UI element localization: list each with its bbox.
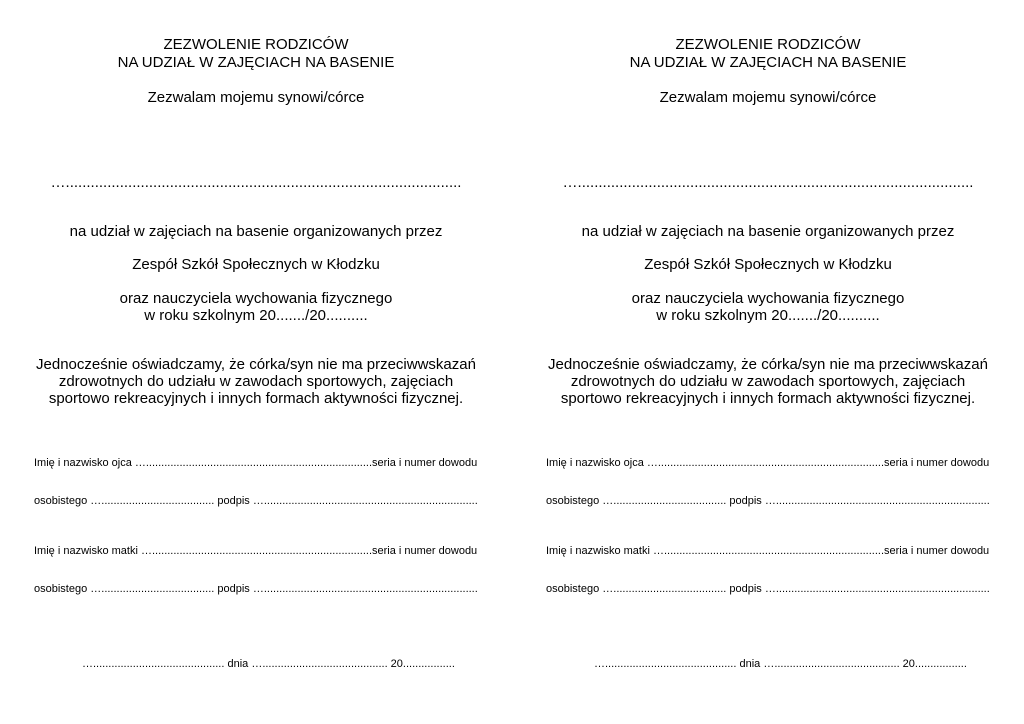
teacher-text: oraz nauczyciela wychowania fizycznego — [631, 290, 905, 307]
declaration-line-1: Jednocześnie oświadczamy, że córka/syn nie ma przeciwwskazań — [36, 356, 476, 373]
child-name-line: …............................................................................................... — [562, 174, 974, 191]
school-year-line: w roku szkolnym 20......./20.......... — [656, 307, 880, 324]
consent-form-right — [512, 0, 1024, 724]
father-name-line: Imię i nazwisko ojca …..........................................................................seria i numer dowodu — [546, 457, 990, 469]
declaration-line-3: sportowo rekreacyjnych i innych formach aktywności fizycznej. — [560, 390, 976, 407]
declaration-line-2: zdrowotnych do udziału w zawodach sportowych, zajęciach — [570, 373, 966, 390]
child-name-line: …............................................................................................... — [50, 174, 462, 191]
mother-name-line: Imię i nazwisko matki …........................................................................seria i numer dowodu — [34, 545, 478, 557]
form-title-line-1: ZEZWOLENIE RODZICÓW — [675, 36, 861, 53]
mother-name-line: Imię i nazwisko matki …........................................................................seria i numer dowodu — [546, 545, 990, 557]
school-year-line: w roku szkolnym 20......./20.......... — [144, 307, 368, 324]
father-id-signature-line: osobistego …..................................... podpis …...................................................................... — [34, 495, 478, 507]
place-date-line: …........................................... dnia …......................................... 20................. — [82, 658, 455, 670]
teacher-text: oraz nauczyciela wychowania fizycznego — [119, 290, 393, 307]
mother-id-signature-line: osobistego …..................................... podpis …...................................................................... — [546, 583, 990, 595]
mother-id-signature-line: osobistego …..................................... podpis …...................................................................... — [34, 583, 478, 595]
participation-text: na udział w zajęciach na basenie organizowanych przez — [69, 223, 443, 240]
declaration-line-1: Jednocześnie oświadczamy, że córka/syn nie ma przeciwwskazań — [548, 356, 988, 373]
form-title-line-2: NA UDZIAŁ W ZAJĘCIACH NA BASENIE — [117, 54, 395, 71]
father-name-line: Imię i nazwisko ojca …..........................................................................seria i numer dowodu — [34, 457, 478, 469]
place-date-line: …........................................... dnia …......................................... 20................. — [594, 658, 967, 670]
form-title-line-1: ZEZWOLENIE RODZICÓW — [163, 36, 349, 53]
declaration-line-2: zdrowotnych do udziału w zawodach sportowych, zajęciach — [58, 373, 454, 390]
form-title-line-2: NA UDZIAŁ W ZAJĘCIACH NA BASENIE — [629, 54, 907, 71]
consent-text: Zezwalam mojemu synowi/córce — [147, 89, 365, 106]
consent-text: Zezwalam mojemu synowi/córce — [659, 89, 877, 106]
father-id-signature-line: osobistego …..................................... podpis …...................................................................... — [546, 495, 990, 507]
school-name: Zespół Szkół Społecznych w Kłodzku — [644, 256, 892, 273]
participation-text: na udział w zajęciach na basenie organizowanych przez — [581, 223, 955, 240]
school-name: Zespół Szkół Społecznych w Kłodzku — [132, 256, 380, 273]
declaration-line-3: sportowo rekreacyjnych i innych formach aktywności fizycznej. — [48, 390, 464, 407]
